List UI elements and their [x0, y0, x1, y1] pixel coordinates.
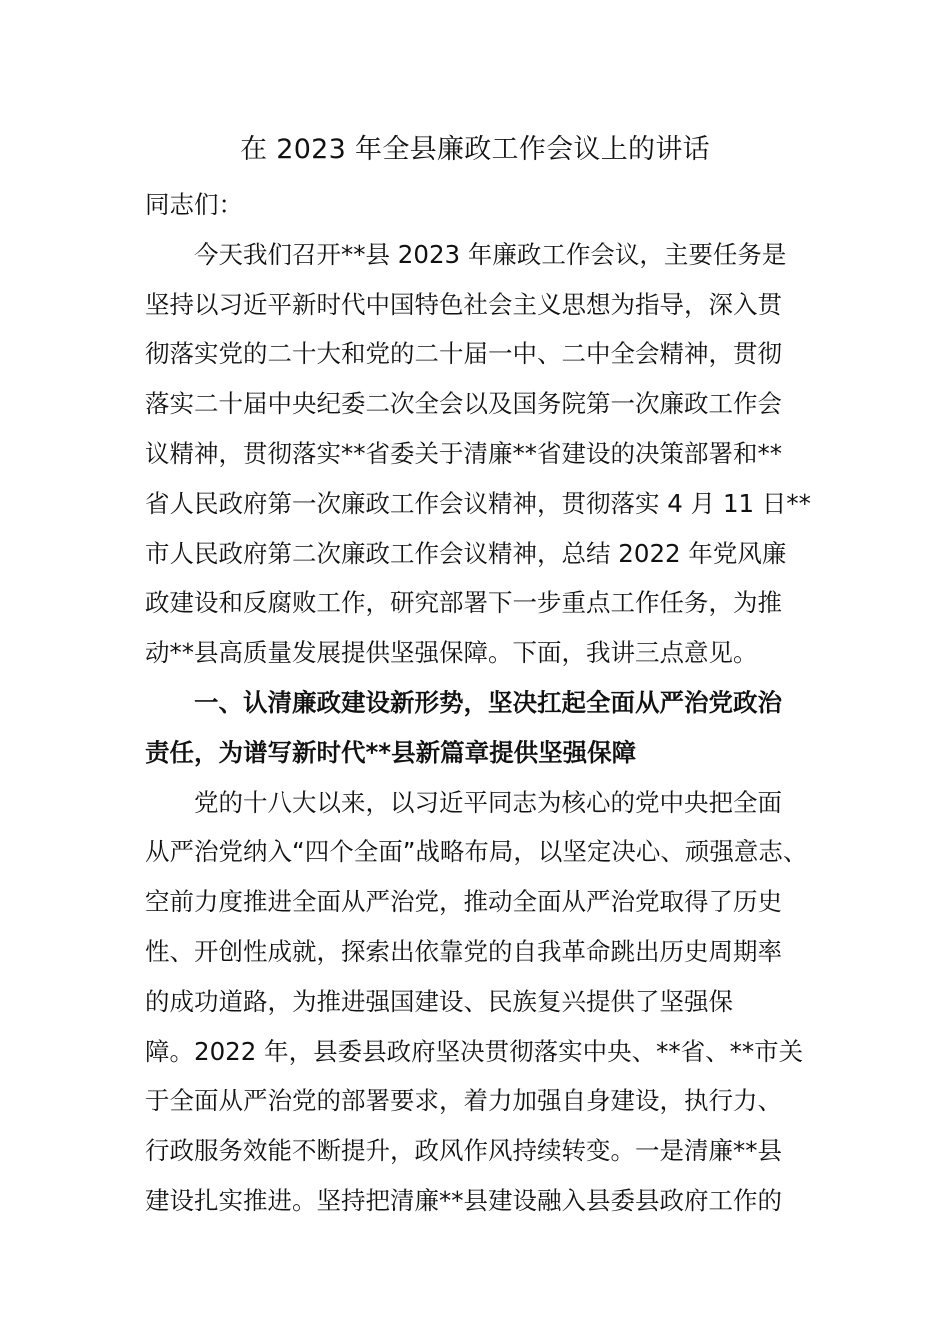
paragraph-line: 的成功道路，为推进强国建设、民族复兴提供了坚强保: [145, 986, 733, 1016]
paragraph-line: 坚持以习近平新时代中国特色社会主义思想为指导，深入贯: [145, 289, 782, 319]
paragraph-line: 行政服务效能不断提升，政风作风持续转变。一是清廉**县: [145, 1136, 782, 1166]
paragraph-line: 障。2022 年，县委县政府坚决贯彻落实中央、**省、**市关: [145, 1036, 804, 1066]
paragraph-line: 政建设和反腐败工作，研究部署下一步重点工作任务，为推: [145, 588, 782, 618]
section-heading-line: 责任，为谱写新时代**县新篇章提供坚强保障: [145, 737, 637, 767]
paragraph-line: 党的十八大以来，以习近平同志为核心的党中央把全面: [194, 787, 782, 817]
paragraph-line: 彻落实党的二十大和党的二十届一中、二中全会精神，贯彻: [145, 339, 782, 369]
paragraph-line: 落实二十届中央纪委二次全会以及国务院第一次廉政工作会: [145, 389, 782, 419]
paragraph-line: 动**县高质量发展提供坚强保障。下面，我讲三点意见。: [145, 638, 758, 668]
paragraph-line: 议精神，贯彻落实**省委关于清廉**省建设的决策部署和**: [145, 438, 782, 468]
document-body: [145, 180, 810, 1226]
paragraph-line: 空前力度推进全面从严治党，推动全面从严治党取得了历史: [145, 887, 782, 917]
paragraph-line: 性、开创性成就，探索出依靠党的自我革命跳出历史周期率: [145, 936, 782, 966]
paragraph-line: 从严治党纳入“四个全面”战略布局，以坚定决心、顽强意志、: [145, 837, 808, 867]
paragraph-line: 省人民政府第一次廉政工作会议精神，贯彻落实 4 月 11 日**: [145, 488, 811, 518]
paragraph-line: 市人民政府第二次廉政工作会议精神，总结 2022 年党风廉: [145, 538, 787, 568]
paragraph-line: 于全面从严治党的部署要求，着力加强自身建设，执行力、: [145, 1086, 782, 1116]
salutation: 同志们：: [145, 190, 243, 219]
section-heading-line: 一、认清廉政建设新形势，坚决扛起全面从严治党政治: [194, 687, 782, 717]
document-title: 在 2023 年全县廉政工作会议上的讲话: [240, 134, 710, 165]
paragraph-line: 今天我们召开**县 2023 年廉政工作会议，主要任务是: [194, 239, 787, 269]
paragraph-line: 建设扎实推进。坚持把清廉**县建设融入县委县政府工作的: [145, 1185, 782, 1215]
